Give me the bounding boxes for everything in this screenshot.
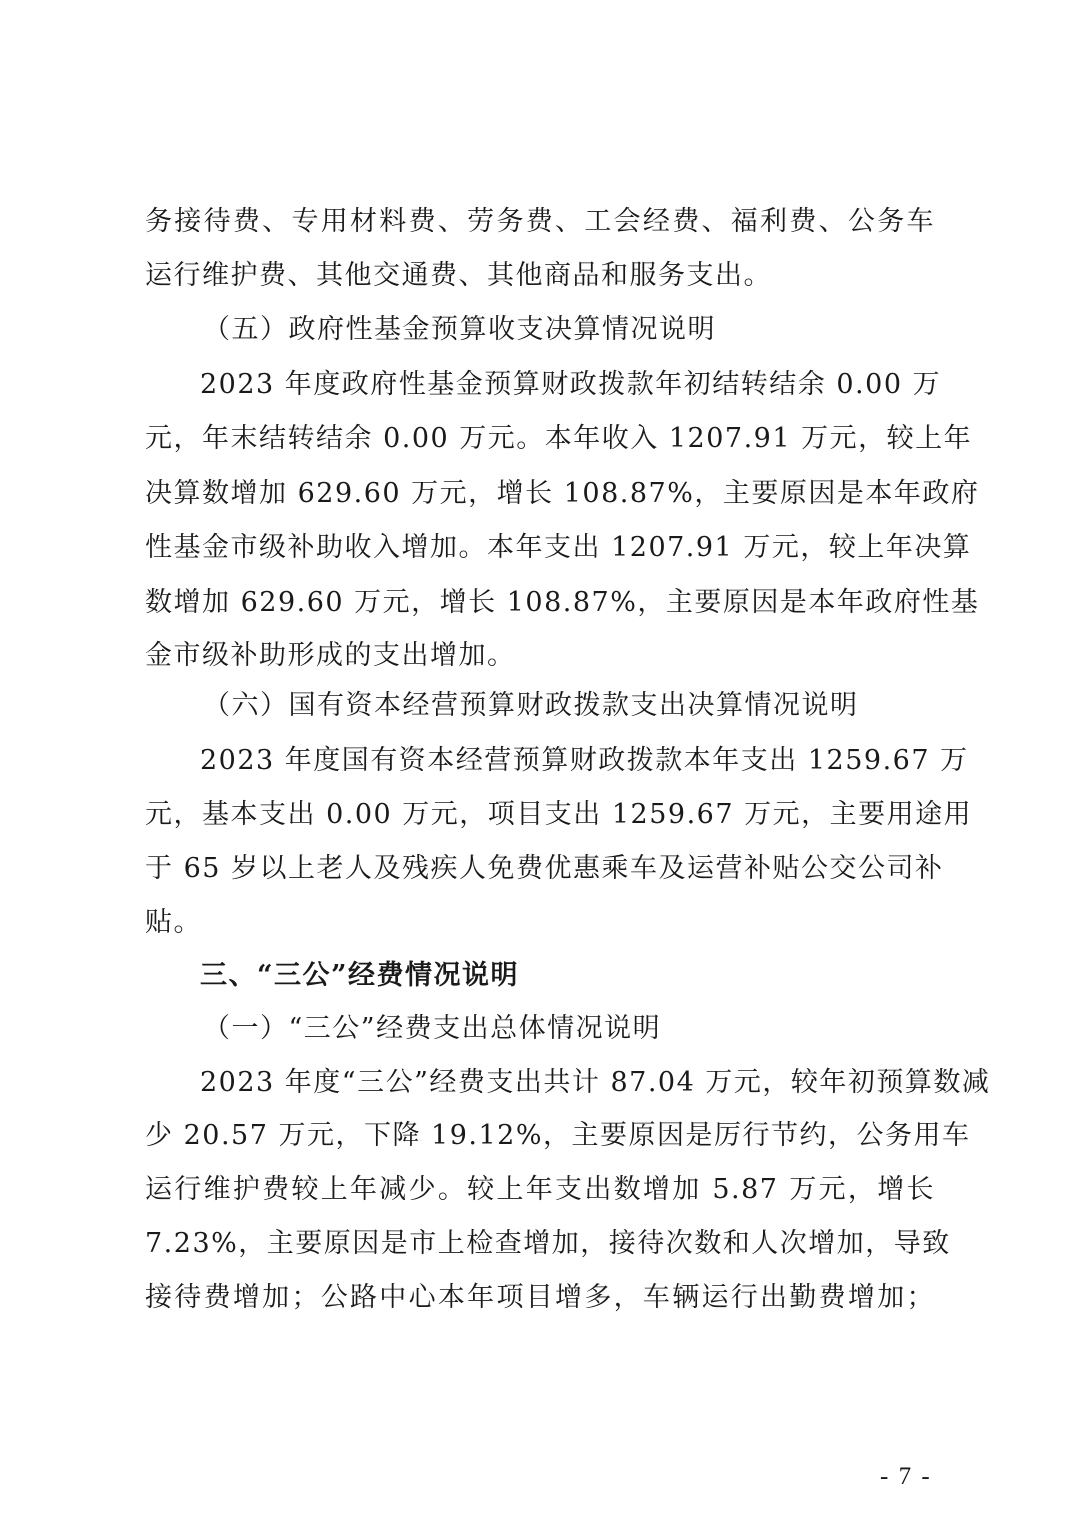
body-text-line: 于 65 岁以上老人及残疾人免费优惠乘车及运营补贴公交公司补 (145, 853, 944, 884)
body-text-line: 2023 年度“三公”经费支出共计 87.04 万元，较年初预算数减 (200, 1067, 991, 1098)
body-text-line: 金市级补助形成的支出增加。 (145, 640, 516, 671)
body-text-line: 运行维护费、其他交通费、其他商品和服务支出。 (145, 260, 772, 291)
body-text-line: 元，年末结转结余 0.00 万元。本年收入 1207.91 万元，较上年 (145, 423, 973, 454)
body-text-line: 性基金市级补助收入增加。本年支出 1207.91 万元，较上年决算 (145, 532, 972, 563)
body-text-line: 贴。 (145, 907, 202, 938)
subsection-heading: （六）国有资本经营预算财政拨款支出决算情况说明 (203, 690, 859, 721)
body-text-line: 2023 年度国有资本经营预算财政拨款本年支出 1259.67 万 (200, 745, 969, 776)
body-text-line: 少 20.57 万元，下降 19.12%，主要原因是厉行节约，公务用车 (145, 1120, 971, 1151)
body-text-line: 元，基本支出 0.00 万元，项目支出 1259.67 万元，主要用途用 (145, 799, 973, 830)
body-text-line: 数增加 629.60 万元，增长 108.87%，主要原因是本年政府性基 (145, 587, 980, 618)
body-text-line: 决算数增加 629.60 万元，增长 108.87%，主要原因是本年政府 (145, 478, 980, 509)
subsection-heading: （五）政府性基金预算收支决算情况说明 (203, 314, 716, 345)
body-text-line: 接待费增加；公路中心本年项目增多，车辆运行出勤费增加； (145, 1282, 935, 1313)
body-text-line: 2023 年度政府性基金预算财政拨款年初结转结余 0.00 万 (200, 369, 942, 400)
body-text-line: 7.23%，主要原因是市上检查增加，接待次数和人次增加，导致 (145, 1228, 951, 1259)
subsection-heading: （一）“三公”经费支出总体情况说明 (203, 1013, 662, 1044)
page-number: - 7 - (880, 1463, 932, 1490)
body-text-line: 务接待费、专用材料费、劳务费、工会经费、福利费、公务车 (145, 206, 935, 237)
section-heading: 三、“三公”经费情况说明 (200, 960, 520, 991)
body-text-line: 运行维护费较上年减少。较上年支出数增加 5.87 万元，增长 (145, 1174, 935, 1205)
